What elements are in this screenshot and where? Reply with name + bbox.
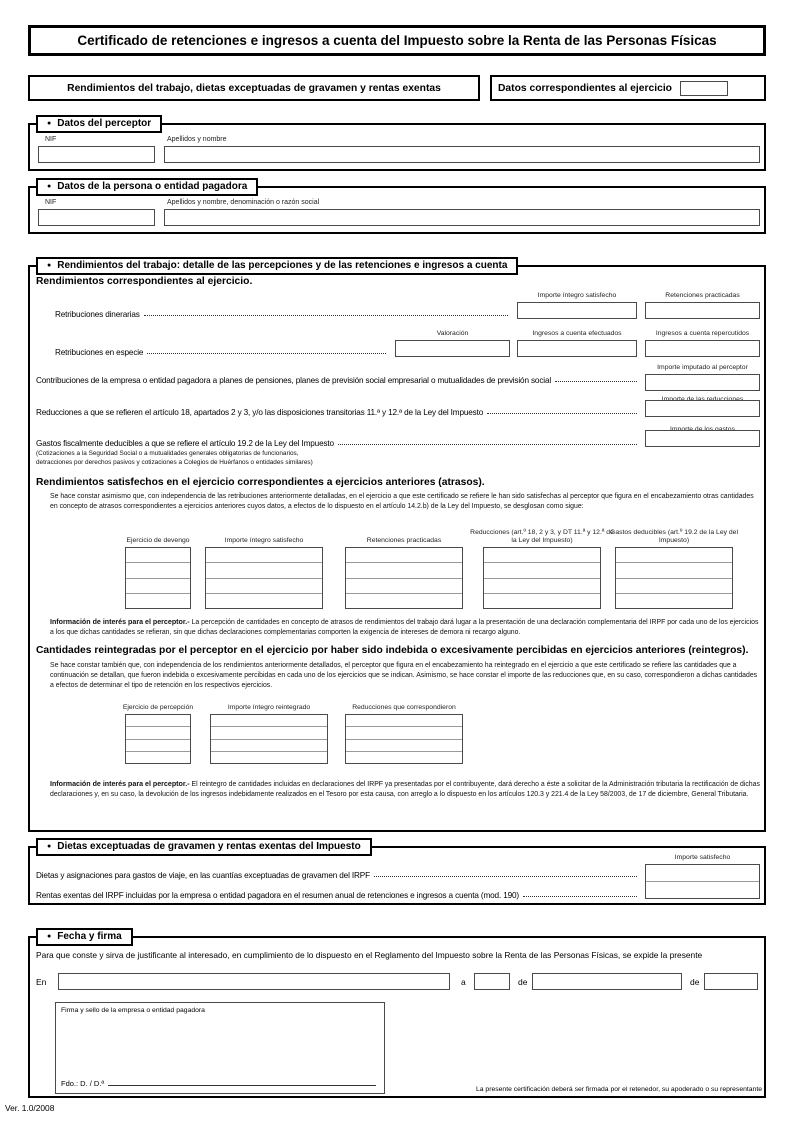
firma-box-label: Firma y sello de la empresa o entidad pagadora	[61, 1007, 205, 1014]
reintegros-importe-cell[interactable]	[211, 727, 327, 739]
fecha-dia-input[interactable]	[474, 973, 510, 990]
page-title: Certificado de retenciones e ingresos a cuenta del Impuesto sobre la Renta de las Personas Físicas	[77, 33, 717, 48]
fecha-en-label: En	[36, 977, 47, 987]
atrasos-ejercicio-column	[125, 547, 191, 609]
fecha-lugar-input[interactable]	[58, 973, 450, 990]
reintegros-ejercicio-column	[125, 714, 191, 764]
gastos-importe-input[interactable]	[645, 430, 760, 447]
reintegros-col-importe-label: Importe íntegro reintegrado	[227, 703, 311, 711]
gastos-note-line1: (Cotizaciones a la Seguridad Social o a mutualidades generales obligatorias de funcionarios,	[36, 450, 299, 457]
atrasos-ejercicio-cell[interactable]	[126, 563, 190, 578]
atrasos-info-label: Información de interés para el perceptor.-	[50, 618, 190, 626]
perceptor-nombre-label: Apellidos y nombre	[167, 136, 227, 143]
reducciones-label: Reducciones a que se refieren el artículo 18, apartados 2 y 3, y/o las disposiciones transitorias 11.ª y 12.ª de la Ley del Impuesto	[36, 408, 484, 417]
dotted-leader	[487, 412, 637, 414]
dietas-row2	[36, 886, 640, 900]
atrasos-reducciones-cell[interactable]	[484, 594, 600, 608]
contribuciones-importe-input[interactable]	[645, 374, 760, 391]
perceptor-section-title: Datos del perceptor	[57, 118, 152, 129]
atrasos-retenciones-cell[interactable]	[346, 563, 462, 578]
atrasos-retenciones-column	[345, 547, 463, 609]
atrasos-info	[50, 617, 762, 638]
reintegros-info-text: El reintegro de cantidades incluidas en declaraciones del IRPF ya presentadas por el contribuyente, dará derecho a éste a solicitar de la Administración tributaria la rectificación de dichas declaraciones y, en su caso, la devolución de los ingresos indebidamente realizados en el Tesoro por esta causa, con arreglo a lo dispuesto en los artículos 120.3 y 221.4 de la Ley 58/2003, de 17 de diciembre, General Tributaria.	[50, 781, 760, 798]
col-importe-integro-label: Importe íntegro satisfecho	[537, 291, 617, 299]
fecha-firma-section-tab	[36, 928, 133, 946]
perceptor-section-tab	[36, 115, 162, 133]
dinerarias-retenciones-input[interactable]	[645, 302, 760, 319]
fecha-de-label: de	[518, 977, 528, 987]
atrasos-importe-cell[interactable]	[206, 548, 322, 563]
gastos-label: Gastos fiscalmente deducibles a que se refiere el artículo 19.2 de la Ley del Impuesto	[36, 439, 334, 448]
contribuciones-label: Contribuciones de la empresa o entidad pagadora a planes de pensiones, planes de previsión social empresarial o mutualidades de previsión social	[36, 376, 552, 385]
reintegros-reducciones-cell[interactable]	[346, 752, 462, 763]
atrasos-retenciones-cell[interactable]	[346, 548, 462, 563]
dietas-row2-label: Rentas exentas del IRPF incluidas por la empresa o entidad pagadora en el resumen anual de retenciones e ingresos a cuenta (mod. 190)	[36, 891, 519, 900]
bullet-icon: ●	[47, 843, 52, 850]
reintegros-reducciones-column	[345, 714, 463, 764]
atrasos-gastos-cell[interactable]	[616, 563, 732, 578]
atrasos-gastos-column	[615, 547, 733, 609]
rendimientos-section-tab	[36, 257, 518, 275]
rendimientos-section-title: Rendimientos del trabajo: detalle de las percepciones y de las retenciones e ingresos a cuenta	[57, 260, 508, 271]
dotted-leader	[147, 352, 386, 354]
subtitle-box	[28, 75, 480, 101]
dotted-leader	[555, 380, 637, 382]
pagadora-nombre-input[interactable]	[164, 209, 760, 226]
reducciones-row	[36, 400, 640, 417]
gastos-row	[36, 434, 640, 448]
atrasos-col-ejercicio-label: Ejercicio de devengo	[126, 536, 190, 544]
atrasos-intro: Se hace constar asimismo que, con independencia de las retribuciones anteriormente detalladas, en el ejercicio a que este certificado se refiere le han sido satisfechas al perceptor que figura en el encabezamiento otras cantidades en concepto de atrasos correspondientes a ejercicios anteriores cuyos datos, a efectos de lo dispuesto en el artículo 14.2.b) de la Ley del Impuesto, se desglosan como sigue:	[50, 493, 754, 510]
atrasos-col-reducciones-label: Reducciones (art.º 18, 2 y 3, y DT 11.ª y 12.ª de la Ley del Impuesto)	[470, 528, 614, 544]
ejercicio-input[interactable]	[680, 81, 728, 96]
perceptor-nombre-input[interactable]	[164, 146, 760, 163]
atrasos-reducciones-cell[interactable]	[484, 563, 600, 578]
fecha-anio-input[interactable]	[704, 973, 758, 990]
atrasos-info-text: La percepción de cantidades en concepto de atrasos de rendimientos del trabajo dará lugar a la presentación de una declaración complementaria del IRPF por cada uno de los ejercicios a los que dichas cantidades se refieran, sin que dichas declaraciones complementarias comporten la exigencia de intereses de demora ni recargo alguno.	[50, 619, 759, 636]
reintegros-importe-column	[210, 714, 328, 764]
dietas-importe-row1-cell[interactable]	[646, 865, 759, 882]
dotted-leader	[374, 875, 637, 877]
fecha-de2-label: de	[690, 977, 700, 987]
dietas-importe-row2-cell[interactable]	[646, 882, 759, 898]
signature-line[interactable]	[108, 1084, 376, 1086]
reintegros-info	[50, 779, 762, 800]
ejercicio-heading: Rendimientos correspondientes al ejercicio.	[36, 276, 253, 287]
atrasos-reducciones-cell[interactable]	[484, 579, 600, 594]
fdo-label: Fdo.: D. / D.ª	[61, 1079, 105, 1088]
dotted-leader	[523, 895, 637, 897]
atrasos-importe-cell[interactable]	[206, 594, 322, 608]
atrasos-reducciones-column	[483, 547, 601, 609]
col-valoracion-label: Valoración	[436, 329, 469, 337]
fdo-row	[61, 1079, 376, 1088]
reintegros-importe-cell[interactable]	[211, 740, 327, 752]
subtitle: Rendimientos del trabajo, dietas exceptuadas de gravamen y rentas exentas	[67, 82, 441, 94]
atrasos-retenciones-cell[interactable]	[346, 594, 462, 608]
atrasos-reducciones-cell[interactable]	[484, 548, 600, 563]
reintegros-ejercicio-cell[interactable]	[126, 740, 190, 752]
ejercicio-box	[490, 75, 766, 101]
pagadora-section-tab	[36, 178, 258, 196]
pagadora-section-title: Datos de la persona o entidad pagadora	[57, 181, 248, 192]
dinerarias-importe-input[interactable]	[517, 302, 637, 319]
page-title-box	[28, 25, 766, 56]
fecha-firma-section-title: Fecha y firma	[57, 931, 122, 942]
fecha-mes-input[interactable]	[532, 973, 682, 990]
dietas-importe-box	[645, 864, 760, 899]
col-importe-imputado-label: Importe imputado al perceptor	[657, 363, 748, 371]
bullet-icon: ●	[47, 262, 52, 269]
dietas-section-tab	[36, 838, 372, 856]
especie-row	[55, 340, 389, 357]
reintegros-ejercicio-cell[interactable]	[126, 727, 190, 739]
reintegros-heading: Cantidades reintegradas por el perceptor en el ejercicio por haber sido indebida o excesivamente percibidas en ejercicios anteriores (reintegros).	[36, 645, 749, 656]
atrasos-importe-cell[interactable]	[206, 579, 322, 594]
atrasos-gastos-cell[interactable]	[616, 579, 732, 594]
reintegros-ejercicio-cell[interactable]	[126, 752, 190, 763]
especie-ingresos-efectuados-input[interactable]	[517, 340, 637, 357]
atrasos-ejercicio-cell[interactable]	[126, 548, 190, 563]
ejercicio-label: Datos correspondientes al ejercicio	[498, 82, 672, 94]
contribuciones-row	[36, 368, 640, 385]
dotted-leader	[144, 314, 508, 316]
reintegros-reducciones-cell[interactable]	[346, 727, 462, 739]
especie-label: Retribuciones en especie	[55, 348, 144, 357]
bullet-icon: ●	[47, 933, 52, 940]
perceptor-nif-label: NIF	[45, 136, 57, 143]
dotted-leader	[338, 443, 637, 445]
atrasos-gastos-cell[interactable]	[616, 594, 732, 608]
pagadora-nif-input[interactable]	[38, 209, 155, 226]
atrasos-gastos-cell[interactable]	[616, 548, 732, 563]
col-ingresos-repercutidos-label: Ingresos a cuenta repercutidos	[655, 329, 750, 337]
reintegros-info-label: Información de interés para el perceptor.-	[50, 780, 190, 788]
atrasos-col-importe-label: Importe íntegro satisfecho	[224, 536, 304, 544]
col-ingresos-efectuados-label: Ingresos a cuenta efectuados	[532, 329, 622, 337]
reducciones-importe-input[interactable]	[645, 400, 760, 417]
dietas-row1	[36, 866, 640, 880]
reintegros-intro: Se hace constar también que, con independencia de los rendimientos anteriormente detallados, el perceptor que figura en el encabezamiento ha reintegrado en el ejercicio a que este certificado se refiere las cantidades que a continuación se detallan, que fueron indebida o excesivamente percibidas en cada uno de los ejercicios que se indican. Asimismo, se hace constar el importe de las reducciones que, en su caso, correspondieron a dichas cantidades a efectos de determinar el tipo de retención en los respectivos ejercicios.	[50, 662, 758, 689]
dietas-section-title: Dietas exceptuadas de gravamen y rentas exentas del Impuesto	[57, 841, 361, 852]
reintegros-col-ejercicio-label: Ejercicio de percepción	[122, 703, 194, 711]
bullet-icon: ●	[47, 183, 52, 190]
version-label: Ver. 1.0/2008	[5, 1103, 55, 1113]
especie-ingresos-repercutidos-input[interactable]	[645, 340, 760, 357]
atrasos-importe-column	[205, 547, 323, 609]
reintegros-importe-cell[interactable]	[211, 715, 327, 727]
dietas-col-importe-label: Importe satisfecho	[674, 853, 731, 861]
reintegros-reducciones-cell[interactable]	[346, 715, 462, 727]
especie-valoracion-input[interactable]	[395, 340, 510, 357]
dinerarias-label: Retribuciones dinerarias	[55, 310, 140, 319]
atrasos-col-retenciones-label: Retenciones practicadas	[366, 536, 442, 544]
fecha-a-label: a	[461, 977, 466, 987]
pagadora-nombre-label: Apellidos y nombre, denominación o razón social	[167, 199, 320, 206]
dietas-row1-label: Dietas y asignaciones para gastos de viaje, en las cuantías exceptuadas de gravamen del IRPF	[36, 871, 370, 880]
reintegros-importe-cell[interactable]	[211, 752, 327, 763]
atrasos-ejercicio-cell[interactable]	[126, 579, 190, 594]
pagadora-nif-label: NIF	[45, 199, 57, 206]
atrasos-retenciones-cell[interactable]	[346, 579, 462, 594]
atrasos-col-gastos-label: Gastos deducibles (art.º 19.2 de la Ley del Impuesto)	[610, 528, 738, 544]
firma-box[interactable]	[55, 1002, 385, 1094]
fecha-firma-intro: Para que conste y sirva de justificante al interesado, en cumplimiento de lo dispuesto en el Reglamento del Impuesto sobre la Renta de las Personas Físicas, se expide la presente	[36, 950, 703, 960]
col-retenciones-label: Retenciones practicadas	[665, 291, 740, 299]
dinerarias-row	[55, 302, 511, 319]
reintegros-reducciones-cell[interactable]	[346, 740, 462, 752]
perceptor-nif-input[interactable]	[38, 146, 155, 163]
reintegros-col-reducciones-label: Reducciones que correspondieron	[352, 703, 456, 711]
bullet-icon: ●	[47, 120, 52, 127]
atrasos-importe-cell[interactable]	[206, 563, 322, 578]
fecha-firma-note: La presente certificación deberá ser firmada por el retenedor, su apoderado o su representante	[475, 1086, 762, 1093]
atrasos-heading: Rendimientos satisfechos en el ejercicio correspondientes a ejercicios anteriores (atrasos).	[36, 477, 485, 488]
atrasos-ejercicio-cell[interactable]	[126, 594, 190, 608]
reintegros-ejercicio-cell[interactable]	[126, 715, 190, 727]
gastos-note-line2: detracciones por derechos pasivos y cotizaciones a Colegios de Huérfanos o entidades similares)	[36, 459, 313, 466]
